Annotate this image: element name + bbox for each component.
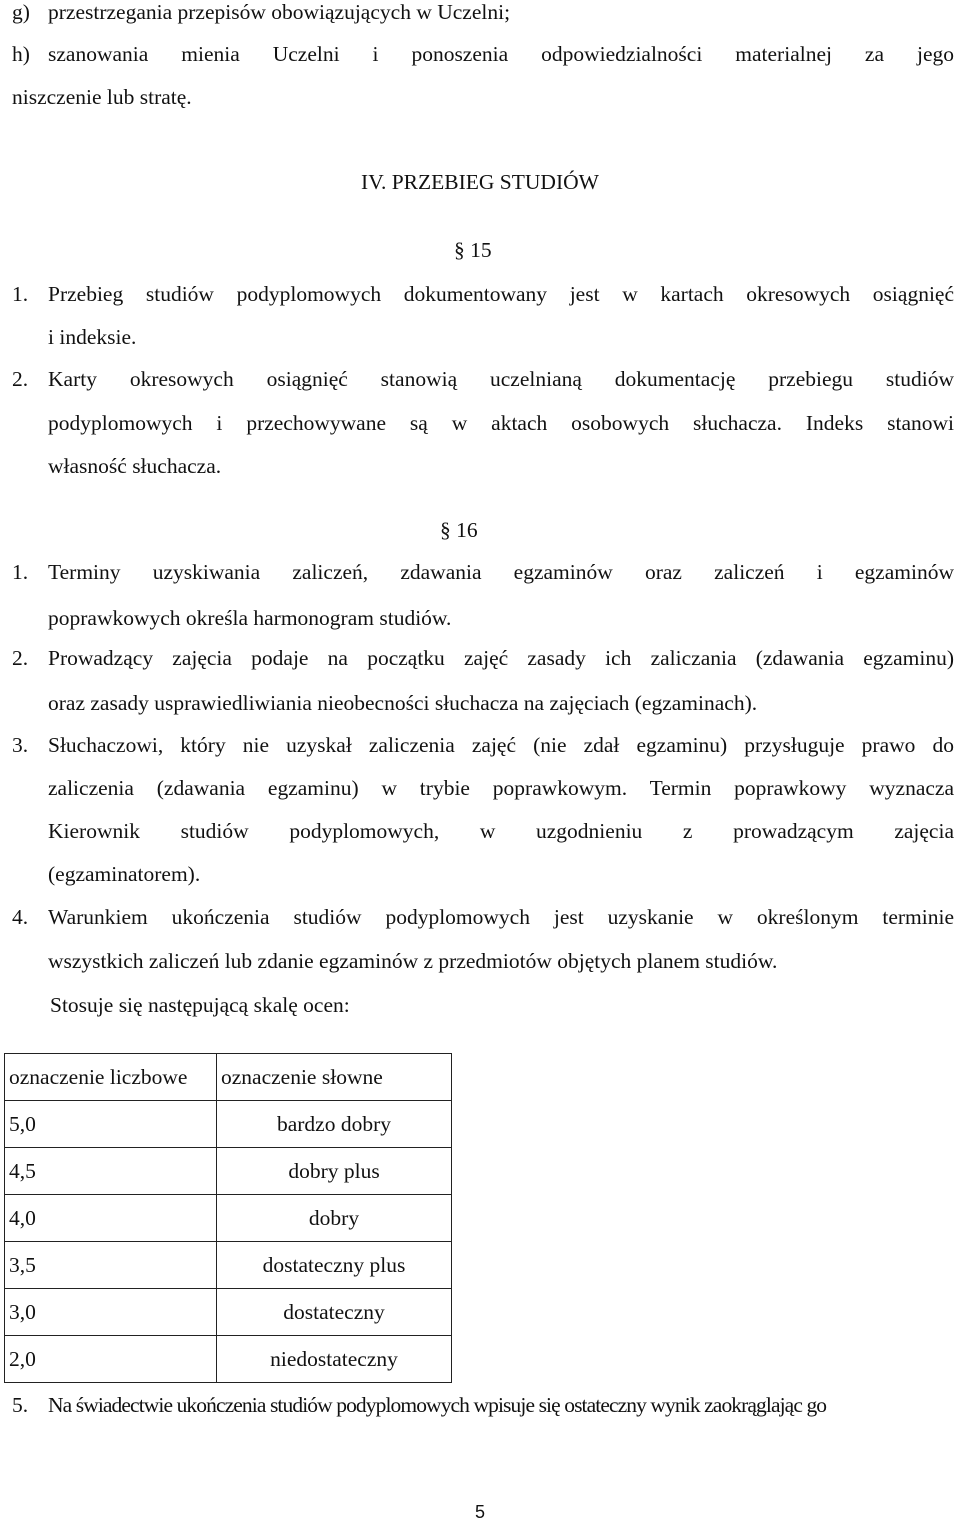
p15-item-2-line2: podyplomowych i przechowywane są w aktach osobowych słuchacza. Indeks stanowi [48, 411, 954, 435]
p16-item-4-line2: wszystkich zaliczeń lub zdanie egzaminów z przedmiotów objętych planem studiów. [48, 949, 778, 973]
grade-numeric: 4,0 [5, 1195, 217, 1242]
p15-item-1-num: 1. [12, 282, 29, 306]
p16-item-4-line3: Stosuje się następującą skalę ocen: [50, 993, 350, 1017]
grade-verbal: bardzo dobry [217, 1101, 452, 1148]
chapter-title: IV. PRZEBIEG STUDIÓW [361, 170, 599, 194]
table-header-row [5, 1054, 452, 1101]
p15-item-2-line3: własność słuchacza. [48, 454, 222, 478]
p15-item-2-line1: Karty okresowych osiągnięć stanowią uczelnianą dokumentację przebiegu studiów [48, 367, 954, 391]
list-item-h-text: szanowania mienia Uczelni i ponoszenia odpowiedzialności materialnej za jego [48, 42, 954, 66]
p16-item-3-line1: Słuchaczowi, który nie uzyskał zaliczenia zajęć (nie zdał egzaminu) przysługuje prawo do [48, 733, 954, 757]
grade-verbal: dostateczny [217, 1289, 452, 1336]
list-marker-g: g) [12, 0, 30, 24]
section-heading-15: § 15 [454, 238, 492, 262]
p16-item-3-line2: zaliczenia (zdawania egzaminu) w trybie poprawkowym. Termin poprawkowy wyznacza [48, 776, 954, 800]
list-item-h-continuation: niszczenie lub stratę. [12, 85, 192, 109]
list-marker-h: h) [12, 42, 30, 66]
table-row [5, 1101, 452, 1148]
p16-item-1-line1: Terminy uzyskiwania zaliczeń, zdawania egzaminów oraz zaliczeń i egzaminów [48, 560, 954, 584]
table-row [5, 1195, 452, 1242]
p16-item-3-line3: Kierownik studiów podyplomowych, w uzgodnieniu z prowadzącym zajęcia [48, 819, 954, 843]
p16-item-2-line2: oraz zasady usprawiedliwiania nieobecności słuchacza na zajęciach (egzaminach). [48, 691, 758, 715]
p15-item-1-line1: Przebieg studiów podyplomowych dokumentowany jest w kartach okresowych osiągnięć [48, 282, 954, 306]
table-header-verbal: oznaczenie słowne [217, 1054, 452, 1101]
item-5-num: 5. [12, 1393, 29, 1417]
p16-item-3-num: 3. [12, 733, 29, 757]
grade-verbal: niedostateczny [217, 1336, 452, 1383]
p16-item-4-line1: Warunkiem ukończenia studiów podyplomowych jest uzyskanie w określonym terminie [48, 905, 954, 929]
page-number: 5 [474, 1502, 485, 1522]
grade-verbal: dobry plus [217, 1148, 452, 1195]
table-header-numeric: oznaczenie liczbowe [5, 1054, 217, 1101]
list-item-g-text: przestrzegania przepisów obowiązujących w Uczelni; [48, 0, 511, 24]
grade-scale-table [4, 1053, 452, 1383]
p15-item-1-line2: i indeksie. [48, 325, 137, 349]
grade-verbal: dostateczny plus [217, 1242, 452, 1289]
p16-item-2-num: 2. [12, 646, 29, 670]
table-row [5, 1148, 452, 1195]
table-row [5, 1289, 452, 1336]
p16-item-1-line2: poprawkowych określa harmonogram studiów. [48, 606, 452, 630]
table-row [5, 1336, 452, 1383]
section-heading-16: § 16 [440, 518, 478, 542]
grade-numeric: 3,5 [5, 1242, 217, 1289]
grade-numeric: 5,0 [5, 1101, 217, 1148]
grade-numeric: 4,5 [5, 1148, 217, 1195]
item-5-text: Na świadectwie ukończenia studiów podyplomowych wpisuje się ostateczny wynik zaokrąglając go [48, 1393, 827, 1417]
table-row [5, 1242, 452, 1289]
p16-item-3-line4: (egzaminatorem). [48, 862, 201, 886]
grade-verbal: dobry [217, 1195, 452, 1242]
p16-item-4-num: 4. [12, 905, 29, 929]
p15-item-2-num: 2. [12, 367, 29, 391]
grade-numeric: 2,0 [5, 1336, 217, 1383]
p16-item-2-line1: Prowadzący zajęcia podaje na początku zajęć zasady ich zaliczania (zdawania egzaminu) [48, 646, 954, 670]
p16-item-1-num: 1. [12, 560, 29, 584]
grade-numeric: 3,0 [5, 1289, 217, 1336]
